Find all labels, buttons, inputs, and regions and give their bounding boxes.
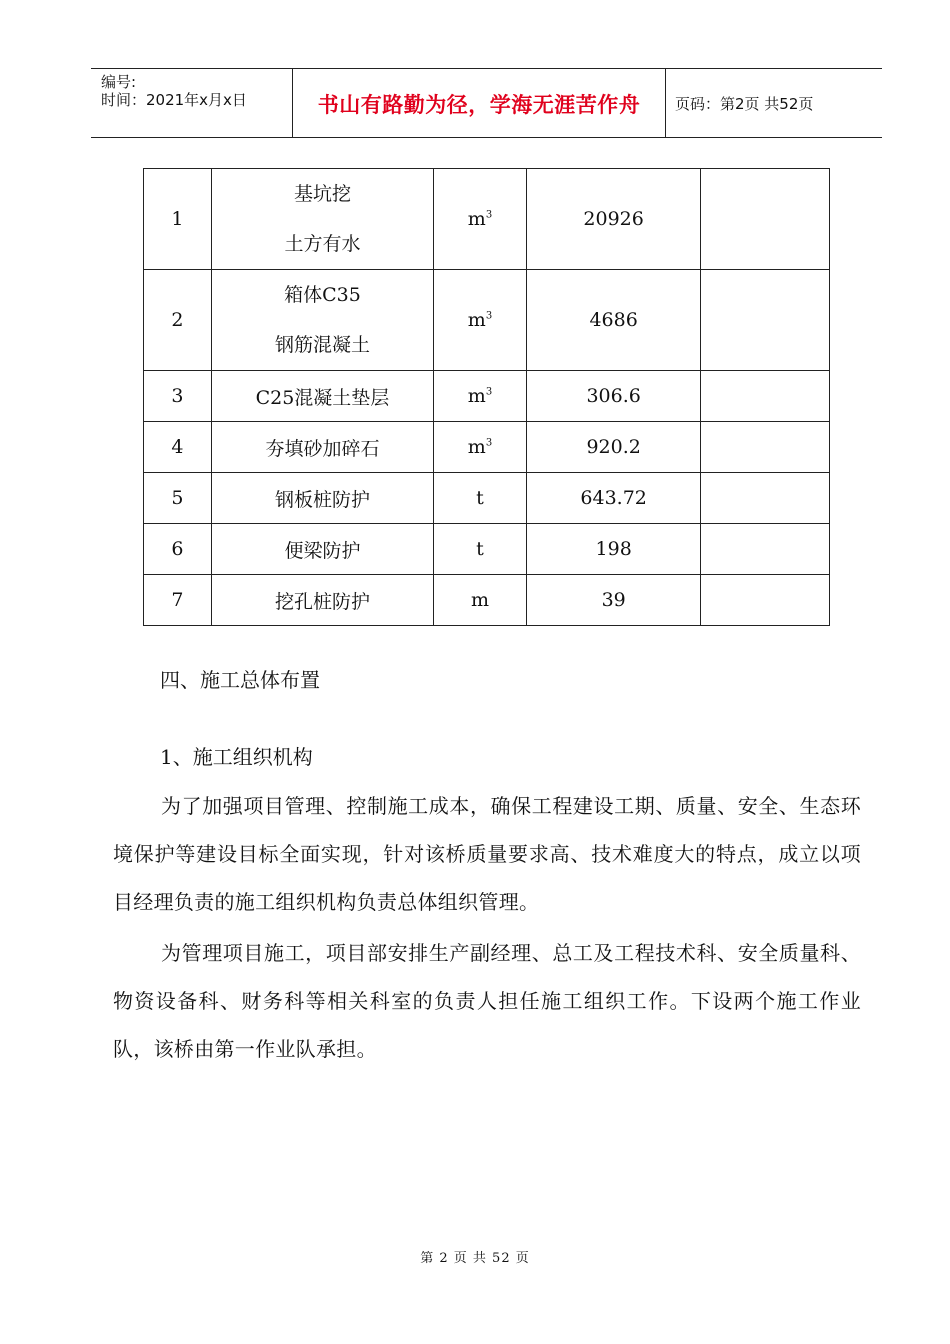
row-number: 4 — [144, 422, 212, 473]
unit-superscript: 3 — [485, 310, 493, 322]
table-row — [144, 524, 830, 575]
item-note — [701, 524, 830, 575]
unit-superscript: 3 — [485, 386, 493, 398]
paragraph: 为管理项目施工，项目部安排生产副经理、总工及工程技术科、安全质量科、物资设备科、财务科等相关科室的负责人担任施工组织工作。下设两个施工作业队，该桥由第一作业队承担。 — [113, 941, 861, 1061]
quantity-table — [143, 168, 830, 626]
unit-text: m — [467, 385, 486, 407]
item-quantity: 4686 — [526, 270, 701, 371]
unit-text: m — [467, 208, 486, 230]
page-header — [91, 68, 882, 138]
item-name — [211, 270, 433, 371]
item-quantity: 20926 — [526, 169, 701, 270]
paragraph: 为了加强项目管理、控制施工成本，确保工程建设工期、质量、安全、生态环境保护等建设目标全面实现，针对该桥质量要求高、技术难度大的特点，成立以项目经理负责的施工组织机构负责总体组织管理。 — [113, 794, 861, 914]
unit-text: t — [476, 487, 484, 509]
item-name: 夯填砂加碎石 — [211, 422, 433, 473]
subsection-title: 1、施工组织机构 — [160, 745, 313, 769]
item-note — [701, 575, 830, 626]
document-number-label: 编号: — [101, 73, 137, 91]
table-row — [144, 473, 830, 524]
table-row — [144, 575, 830, 626]
table-row — [144, 270, 830, 371]
row-number: 6 — [144, 524, 212, 575]
item-note — [701, 371, 830, 422]
item-name-line: 钢筋混凝土 — [274, 334, 370, 356]
item-name-line: 土方有水 — [284, 233, 361, 255]
item-name-line: 箱体C35 — [284, 284, 361, 306]
unit-superscript: 3 — [485, 437, 493, 449]
item-quantity: 39 — [526, 575, 701, 626]
item-unit — [434, 473, 527, 524]
item-unit — [434, 270, 527, 371]
item-name: 挖孔桩防护 — [211, 575, 433, 626]
header-divider — [665, 69, 666, 137]
section-title: 四、施工总体布置 — [160, 668, 320, 692]
item-quantity: 198 — [526, 524, 701, 575]
item-unit — [434, 371, 527, 422]
row-number: 7 — [144, 575, 212, 626]
item-note — [701, 473, 830, 524]
table-row — [144, 169, 830, 270]
item-name: 钢板桩防护 — [211, 473, 433, 524]
item-unit — [434, 524, 527, 575]
item-note — [701, 169, 830, 270]
item-name — [211, 169, 433, 270]
header-motto: 书山有路勤为径，学海无涯苦作舟 — [317, 93, 641, 117]
unit-text: m — [467, 436, 486, 458]
item-name: C25混凝土垫层 — [211, 371, 433, 422]
unit-text: m — [470, 589, 489, 611]
item-unit — [434, 422, 527, 473]
item-quantity: 306.6 — [526, 371, 701, 422]
unit-superscript: 3 — [485, 209, 493, 221]
item-unit — [434, 169, 527, 270]
item-note — [701, 422, 830, 473]
item-note — [701, 270, 830, 371]
unit-text: t — [476, 538, 484, 560]
item-quantity: 920.2 — [526, 422, 701, 473]
document-time-label: 时间：2021年x月x日 — [101, 91, 247, 109]
row-number: 2 — [144, 270, 212, 371]
item-name: 便梁防护 — [211, 524, 433, 575]
item-unit — [434, 575, 527, 626]
table-row — [144, 371, 830, 422]
row-number: 3 — [144, 371, 212, 422]
table-row — [144, 422, 830, 473]
header-page-info: 页码：第2页 共52页 — [675, 95, 814, 113]
row-number: 1 — [144, 169, 212, 270]
unit-text: m — [467, 309, 486, 331]
header-meta — [101, 73, 247, 109]
page-footer: 第 2 页 共 52 页 — [420, 1251, 530, 1266]
row-number: 5 — [144, 473, 212, 524]
item-name-line: 基坑挖 — [293, 183, 351, 205]
item-quantity: 643.72 — [526, 473, 701, 524]
